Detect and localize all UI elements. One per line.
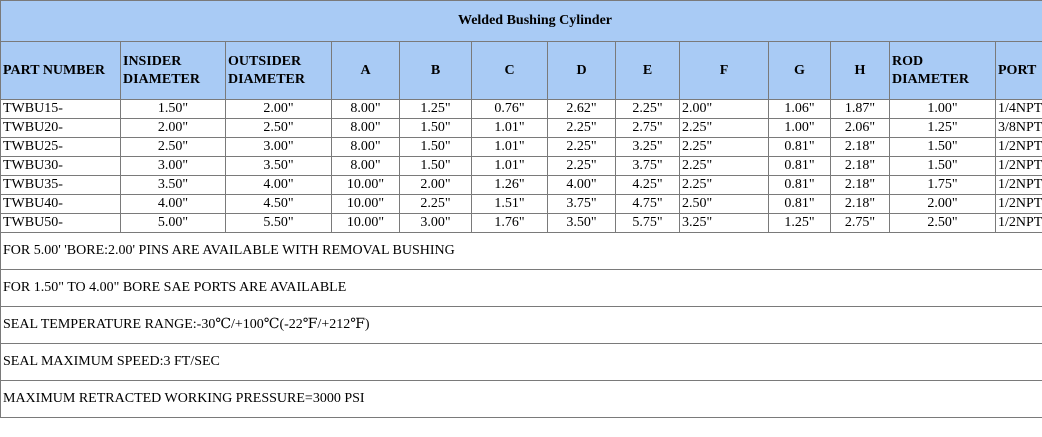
cell-b: 1.50" — [400, 119, 472, 138]
cell-d: 3.75" — [548, 195, 616, 214]
cell-part-number: TWBU25- — [1, 138, 121, 157]
cell-f: 3.25" — [680, 214, 769, 233]
header-h: H — [831, 42, 890, 100]
note-text: SEAL MAXIMUM SPEED:3 FT/SEC — [1, 344, 1042, 381]
cell-port: 3/8NPT — [996, 119, 1042, 138]
cell-a: 8.00" — [332, 119, 400, 138]
cell-e: 2.25" — [616, 100, 680, 119]
data-rows — [1, 100, 1042, 233]
cell-e: 4.75" — [616, 195, 680, 214]
cell-c: 1.76" — [472, 214, 548, 233]
cell-port: 1/2NPT — [996, 214, 1042, 233]
cell-a: 10.00" — [332, 176, 400, 195]
cell-h: 2.75" — [831, 214, 890, 233]
cell-d: 2.25" — [548, 119, 616, 138]
cell-outsider-diameter: 3.00" — [226, 138, 332, 157]
cell-b: 3.00" — [400, 214, 472, 233]
cell-a: 8.00" — [332, 100, 400, 119]
cell-b: 2.00" — [400, 176, 472, 195]
cell-port: 1/2NPT — [996, 138, 1042, 157]
cell-e: 4.25" — [616, 176, 680, 195]
cell-port: 1/2NPT — [996, 195, 1042, 214]
cell-insider-diameter: 2.00" — [121, 119, 226, 138]
cell-e: 5.75" — [616, 214, 680, 233]
note-row — [1, 270, 1042, 307]
cell-port: 1/4NPT — [996, 100, 1042, 119]
table-row — [1, 195, 1042, 214]
note-row — [1, 344, 1042, 381]
table-title: Welded Bushing Cylinder — [1, 1, 1042, 42]
header-rod-diameter: ROD DIAMETER — [890, 42, 996, 100]
cell-g: 0.81" — [769, 157, 831, 176]
cell-part-number: TWBU50- — [1, 214, 121, 233]
cell-f: 2.50" — [680, 195, 769, 214]
note-text: SEAL TEMPERATURE RANGE:-30℃/+100℃(-22℉/+212℉) — [1, 307, 1042, 344]
cell-rod-diameter: 2.50" — [890, 214, 996, 233]
cell-d: 4.00" — [548, 176, 616, 195]
cell-f: 2.25" — [680, 119, 769, 138]
cell-d: 2.25" — [548, 138, 616, 157]
cell-part-number: TWBU35- — [1, 176, 121, 195]
cell-rod-diameter: 1.50" — [890, 138, 996, 157]
header-g: G — [769, 42, 831, 100]
cell-a: 8.00" — [332, 157, 400, 176]
cell-h: 2.18" — [831, 157, 890, 176]
cell-part-number: TWBU30- — [1, 157, 121, 176]
cell-insider-diameter: 5.00" — [121, 214, 226, 233]
cell-a: 10.00" — [332, 195, 400, 214]
cell-g: 1.25" — [769, 214, 831, 233]
cell-part-number: TWBU15- — [1, 100, 121, 119]
cell-outsider-diameter: 2.50" — [226, 119, 332, 138]
cell-c: 1.01" — [472, 119, 548, 138]
cell-d: 2.25" — [548, 157, 616, 176]
header-f: F — [680, 42, 769, 100]
header-d: D — [548, 42, 616, 100]
header-port: PORT — [996, 42, 1042, 100]
cell-b: 2.25" — [400, 195, 472, 214]
cell-h: 2.06" — [831, 119, 890, 138]
cell-h: 1.87" — [831, 100, 890, 119]
header-e: E — [616, 42, 680, 100]
header-part-number: PART NUMBER — [1, 42, 121, 100]
cell-g: 0.81" — [769, 176, 831, 195]
cell-outsider-diameter: 2.00" — [226, 100, 332, 119]
header-row — [1, 42, 1042, 100]
cell-insider-diameter: 3.50" — [121, 176, 226, 195]
note-row — [1, 381, 1042, 418]
cell-d: 2.62" — [548, 100, 616, 119]
cell-e: 3.25" — [616, 138, 680, 157]
table-row — [1, 119, 1042, 138]
cell-insider-diameter: 2.50" — [121, 138, 226, 157]
note-text: FOR 1.50" TO 4.00" BORE SAE PORTS ARE AVAILABLE — [1, 270, 1042, 307]
cell-a: 10.00" — [332, 214, 400, 233]
cell-b: 1.25" — [400, 100, 472, 119]
header-c: C — [472, 42, 548, 100]
cell-e: 2.75" — [616, 119, 680, 138]
cell-insider-diameter: 4.00" — [121, 195, 226, 214]
cell-outsider-diameter: 3.50" — [226, 157, 332, 176]
cell-e: 3.75" — [616, 157, 680, 176]
cell-part-number: TWBU20- — [1, 119, 121, 138]
table-row — [1, 176, 1042, 195]
cell-rod-diameter: 1.25" — [890, 119, 996, 138]
cell-rod-diameter: 1.50" — [890, 157, 996, 176]
note-row — [1, 233, 1042, 270]
header-b: B — [400, 42, 472, 100]
cell-insider-diameter: 3.00" — [121, 157, 226, 176]
cell-port: 1/2NPT — [996, 176, 1042, 195]
cell-outsider-diameter: 4.00" — [226, 176, 332, 195]
title-row — [1, 1, 1042, 42]
cell-h: 2.18" — [831, 195, 890, 214]
cell-insider-diameter: 1.50" — [121, 100, 226, 119]
cell-h: 2.18" — [831, 176, 890, 195]
cell-c: 1.26" — [472, 176, 548, 195]
cell-b: 1.50" — [400, 157, 472, 176]
cell-rod-diameter: 2.00" — [890, 195, 996, 214]
header-a: A — [332, 42, 400, 100]
table-row — [1, 214, 1042, 233]
note-text: FOR 5.00' 'BORE:2.00' PINS ARE AVAILABLE WITH REMOVAL BUSHING — [1, 233, 1042, 270]
table-row — [1, 157, 1042, 176]
table-row — [1, 138, 1042, 157]
cell-a: 8.00" — [332, 138, 400, 157]
cell-g: 0.81" — [769, 138, 831, 157]
table-row — [1, 100, 1042, 119]
cell-outsider-diameter: 4.50" — [226, 195, 332, 214]
note-row — [1, 307, 1042, 344]
header-insider-diameter: INSIDER DIAMETER — [121, 42, 226, 100]
header-outsider-diameter: OUTSIDER DIAMETER — [226, 42, 332, 100]
cell-b: 1.50" — [400, 138, 472, 157]
cell-c: 1.01" — [472, 138, 548, 157]
cell-part-number: TWBU40- — [1, 195, 121, 214]
cell-rod-diameter: 1.75" — [890, 176, 996, 195]
cell-rod-diameter: 1.00" — [890, 100, 996, 119]
cell-f: 2.25" — [680, 157, 769, 176]
cell-d: 3.50" — [548, 214, 616, 233]
cell-c: 1.51" — [472, 195, 548, 214]
cell-f: 2.00" — [680, 100, 769, 119]
cell-f: 2.25" — [680, 138, 769, 157]
cell-g: 1.06" — [769, 100, 831, 119]
cell-port: 1/2NPT — [996, 157, 1042, 176]
cell-g: 1.00" — [769, 119, 831, 138]
cell-h: 2.18" — [831, 138, 890, 157]
cell-c: 1.01" — [472, 157, 548, 176]
note-text: MAXIMUM RETRACTED WORKING PRESSURE=3000 PSI — [1, 381, 1042, 418]
cell-g: 0.81" — [769, 195, 831, 214]
cell-outsider-diameter: 5.50" — [226, 214, 332, 233]
notes — [1, 233, 1042, 418]
cell-c: 0.76" — [472, 100, 548, 119]
cell-f: 2.25" — [680, 176, 769, 195]
